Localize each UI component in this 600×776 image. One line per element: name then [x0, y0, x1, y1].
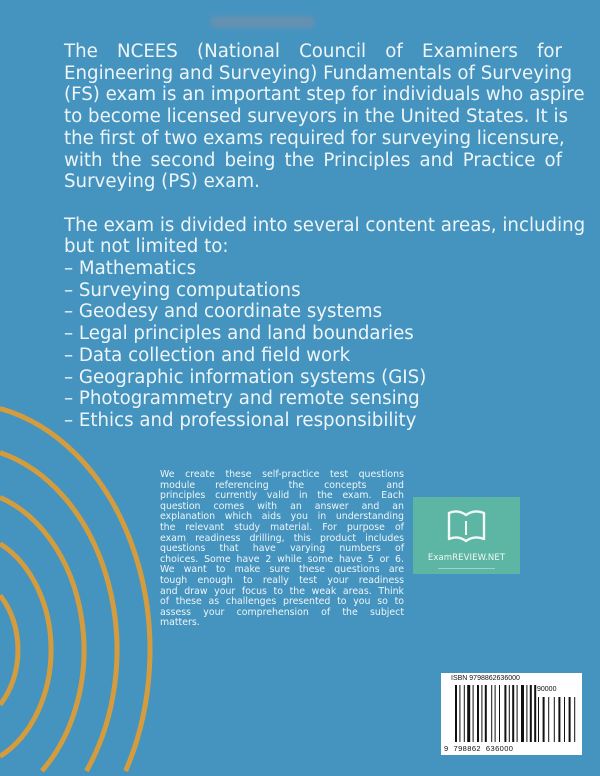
text-line: The exam is divided into several content areas, including — [64, 214, 586, 236]
content-area-item: – Data collection and field work — [64, 344, 351, 366]
blurb-line: and draw your focus to the weak areas. Think — [160, 585, 404, 597]
bar — [558, 697, 560, 742]
bar — [554, 697, 555, 742]
arc — [0, 453, 117, 771]
bar — [495, 685, 496, 742]
logo-text: ExamREVIEW.NET — [427, 553, 506, 563]
text-line: but not limited to: — [64, 236, 229, 258]
barcode-bars — [441, 673, 582, 755]
bar — [526, 685, 527, 742]
blurb-line: principles currently valid in the exam. Each — [160, 490, 404, 502]
intro-line: (FS) exam is an important step for individuals who aspire — [64, 84, 585, 106]
content-area-item: – Geodesy and coordinate systems — [64, 301, 383, 323]
examreview-logo — [413, 497, 520, 574]
content-area-item: – Photogrammetry and remote sensing — [64, 388, 420, 410]
content-area-item: – Surveying computations — [64, 279, 301, 301]
intro-line: to become licensed surveyors in the United States. It is — [64, 106, 568, 128]
bar — [459, 685, 460, 742]
blurb-line: matters. — [160, 617, 200, 629]
bar — [499, 685, 500, 742]
intro-paragraph — [64, 41, 585, 193]
intro-line: Surveying (PS) exam. — [64, 171, 260, 193]
bar — [481, 685, 482, 742]
blurb-line: tough enough to really test your readiness — [160, 574, 404, 586]
isbn-barcode — [441, 673, 582, 755]
blurb-line: assess your comprehension of the subject — [160, 606, 404, 618]
blurb-line: the relevant study material. For purpose of — [160, 521, 404, 533]
bar — [504, 685, 506, 742]
blurb-line: We want to make sure these questions are — [160, 564, 404, 576]
arc — [0, 544, 51, 757]
bar — [548, 697, 549, 742]
bar — [564, 697, 565, 742]
description — [64, 41, 586, 432]
logo-tagline — [438, 568, 495, 569]
bar — [521, 685, 524, 742]
intro-line: with the second being the Principles and Practice of — [64, 149, 562, 171]
blurb-line: exam readiness drilling, this product includes — [160, 532, 404, 544]
content-area-item: – Ethics and professional responsibility — [64, 409, 417, 431]
blurb-line: explanation which aids you in understanding — [160, 511, 404, 523]
isbn-label: ISBN 9798862636000 — [451, 675, 520, 682]
content-area-item: – Mathematics — [64, 258, 197, 280]
bar — [512, 685, 514, 742]
bar — [491, 685, 492, 742]
bar — [464, 685, 465, 742]
arc — [0, 595, 18, 704]
arc — [0, 497, 84, 771]
open-book-icon — [413, 497, 520, 553]
blurb-line: questions that have varying numbers of — [160, 543, 404, 555]
barcode-digits: 9 798862 636000 — [444, 744, 514, 753]
bar — [530, 685, 532, 742]
bar — [477, 685, 479, 742]
intro-line: the first of two exams required for surveying licensure, — [64, 127, 565, 149]
bar — [534, 685, 536, 742]
product-blurb — [160, 470, 404, 629]
price-code: 90000 — [537, 686, 557, 693]
bar — [509, 685, 510, 742]
bar — [467, 685, 470, 742]
content-areas-intro — [64, 214, 586, 258]
bar — [517, 685, 518, 742]
intro-line: The NCEES (National Council of Examiners for — [64, 41, 562, 62]
bar — [485, 685, 487, 742]
bar — [569, 697, 571, 742]
blurb-line: choices. Some have 2 while some have 5 or 6. — [160, 553, 404, 565]
bar — [574, 697, 575, 742]
blurb-line: of these as challenges presented to you so to — [160, 596, 404, 608]
content-area-item: – Geographic information systems (GIS) — [64, 366, 427, 388]
bar — [543, 697, 545, 742]
blurb-line: question comes with an answer and an — [160, 500, 404, 512]
blurb-line: We create these self-practice test questions — [160, 469, 404, 480]
bar — [538, 697, 539, 742]
bar — [455, 685, 457, 742]
content-areas-list — [64, 258, 562, 432]
blurb-line: module referencing the concepts and — [160, 479, 404, 491]
intro-line: Engineering and Surveying) Fundamentals of Surveying — [64, 62, 573, 84]
bar — [473, 685, 474, 742]
content-area-item: – Legal principles and land boundaries — [64, 323, 414, 345]
